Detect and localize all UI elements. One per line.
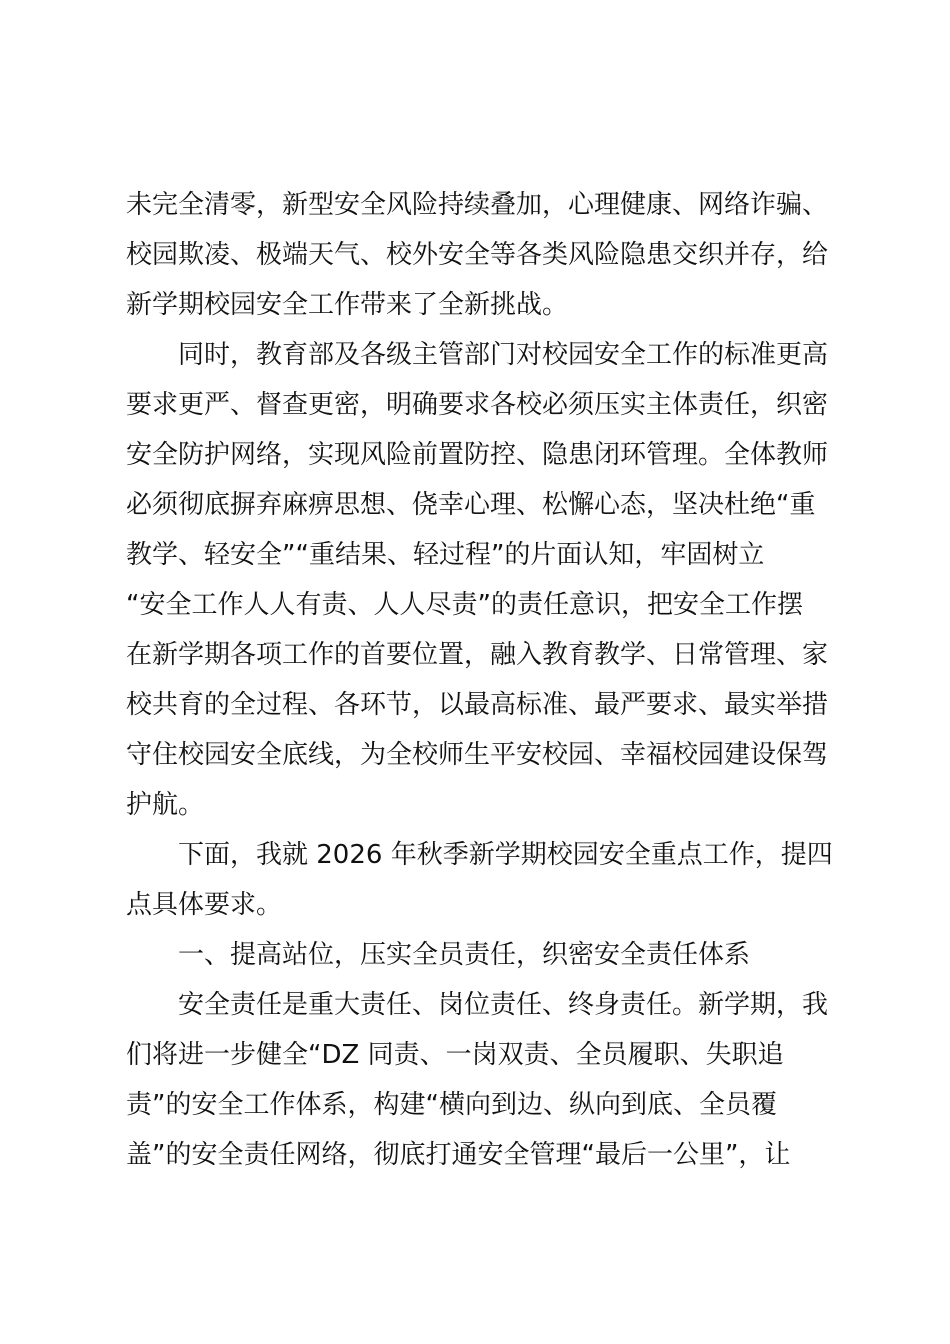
text-line: 点具体要求。 — [126, 890, 283, 920]
section-heading: 一、提高站位，压实全员责任，织密安全责任体系 — [178, 940, 751, 970]
text-line: 校共育的全过程、各环节，以最高标准、最严要求、最实举措 — [126, 690, 829, 720]
text-line: 盖”的安全责任网络，彻底打通安全管理“最后一公里”，让 — [126, 1140, 791, 1170]
text-line: 守住校园安全底线，为全校师生平安校园、幸福校园建设保驾 — [126, 740, 829, 770]
text-line: 要求更严、督查更密，明确要求各校必须压实主体责任，织密 — [126, 390, 829, 420]
text-line: 安全责任是重大责任、岗位责任、终身责任。新学期，我 — [178, 990, 829, 1020]
text-line: 教学、轻安全”“重结果、轻过程”的片面认知，牢固树立 — [126, 540, 765, 570]
text-line: 在新学期各项工作的首要位置，融入教育教学、日常管理、家 — [126, 640, 829, 670]
text-line: “安全工作人人有责、人人尽责”的责任意识，把安全工作摆 — [126, 590, 803, 620]
text-line: 下面，我就 2026 年秋季新学期校园安全重点工作，提四 — [178, 840, 833, 870]
text-line: 护航。 — [126, 790, 205, 820]
text-line: 未完全清零，新型安全风险持续叠加，心理健康、网络诈骗、 — [126, 190, 829, 220]
text-line: 校园欺凌、极端天气、校外安全等各类风险隐患交织并存，给 — [126, 240, 829, 270]
text-line: 安全防护网络，实现风险前置防控、隐患闭环管理。全体教师 — [126, 440, 829, 470]
text-line: 责”的安全工作体系，构建“横向到边、纵向到底、全员覆 — [126, 1090, 777, 1120]
text-line: 新学期校园安全工作带来了全新挑战。 — [126, 290, 569, 320]
text-line: 们将进一步健全“DZ 同责、一岗双责、全员履职、失职追 — [126, 1040, 784, 1070]
text-line: 同时，教育部及各级主管部门对校园安全工作的标准更高 — [178, 340, 829, 370]
text-line: 必须彻底摒弃麻痹思想、侥幸心理、松懈心态，坚决杜绝“重 — [126, 490, 816, 520]
